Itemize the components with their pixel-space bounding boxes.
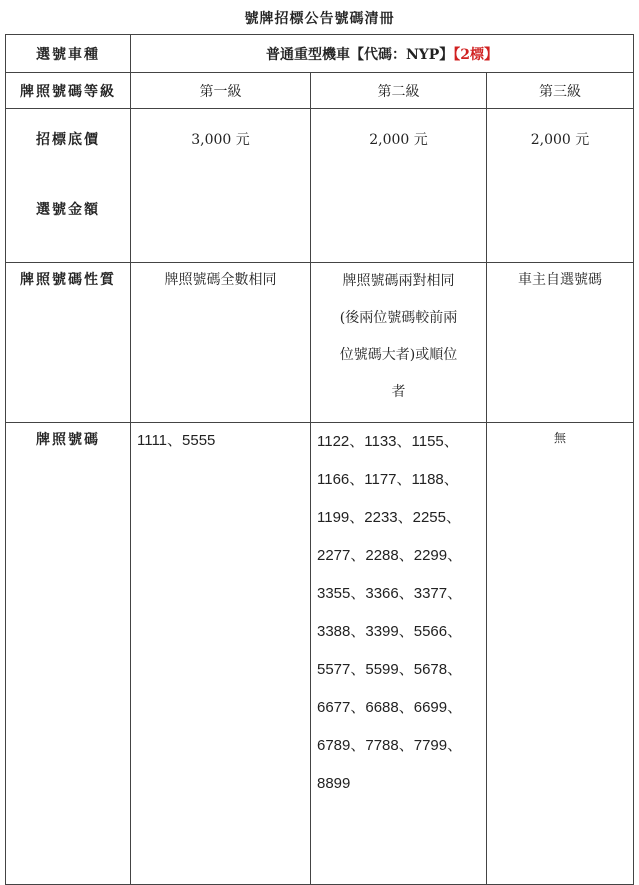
- nature-3: 車主自選號碼: [487, 263, 634, 423]
- plates-2-line-4: 2277、2288、2299、: [317, 547, 463, 564]
- nature-2-line-1: 牌照號碼兩對相同: [342, 273, 455, 289]
- plate-number-table: [5, 34, 634, 885]
- grade-3: 第三級: [487, 73, 634, 109]
- price-row: [6, 109, 634, 263]
- grade-2: 第二級: [311, 73, 487, 109]
- plates-1: 1111、5555: [131, 423, 311, 885]
- vehicle-type-value: [131, 35, 634, 73]
- vehicle-type-count: 【2標】: [453, 46, 499, 63]
- nature-2: [311, 263, 487, 423]
- plates-2: [311, 423, 487, 885]
- plates-3: 無: [487, 423, 634, 885]
- vehicle-type-prefix: 普通重型機車【代碼：NYP】: [265, 46, 454, 63]
- vehicle-type-label: 選號車種: [6, 35, 131, 73]
- plates-2-line-6: 3388、3399、5566、: [317, 623, 463, 640]
- plates-2-line-3: 1199、2233、2255、: [317, 509, 461, 526]
- plates-2-line-10: 8899: [317, 775, 351, 792]
- grade-label: 牌照號碼等級: [6, 73, 131, 109]
- price-1: 3,000 元: [131, 109, 311, 263]
- document-title: 號牌招標公告號碼清冊: [244, 11, 395, 27]
- nature-2-line-2: (後兩位號碼較前兩: [339, 310, 458, 326]
- plates-2-line-1: 1122、1133、1155、: [317, 433, 459, 450]
- nature-1: 牌照號碼全數相同: [131, 263, 311, 423]
- price-2: 2,000 元: [311, 109, 487, 263]
- vehicle-type-row: [6, 35, 634, 73]
- grade-1: 第一級: [131, 73, 311, 109]
- price-3: 2,000 元: [487, 109, 634, 263]
- price-label-cell: [6, 109, 131, 263]
- nature-label: 牌照號碼性質: [6, 263, 131, 423]
- plates-2-line-9: 6789、7788、7799、: [317, 737, 463, 754]
- nature-2-line-3: 位號碼大者)或順位: [339, 347, 458, 363]
- plates-2-line-5: 3355、3366、3377、: [317, 585, 463, 602]
- plates-2-line-7: 5577、5599、5678、: [317, 661, 463, 678]
- plates-2-line-2: 1166、1177、1188、: [317, 471, 459, 488]
- grade-row: [6, 73, 634, 109]
- plate-label: 牌照號碼: [6, 423, 131, 885]
- base-price-label: 招標底價: [36, 132, 100, 148]
- plates-2-line-8: 6677、6688、6699、: [317, 699, 463, 716]
- nature-2-line-4: 者: [391, 384, 406, 400]
- nature-row: [6, 263, 634, 423]
- selection-amount-label: 選號金額: [36, 202, 100, 218]
- plate-row: [6, 423, 634, 885]
